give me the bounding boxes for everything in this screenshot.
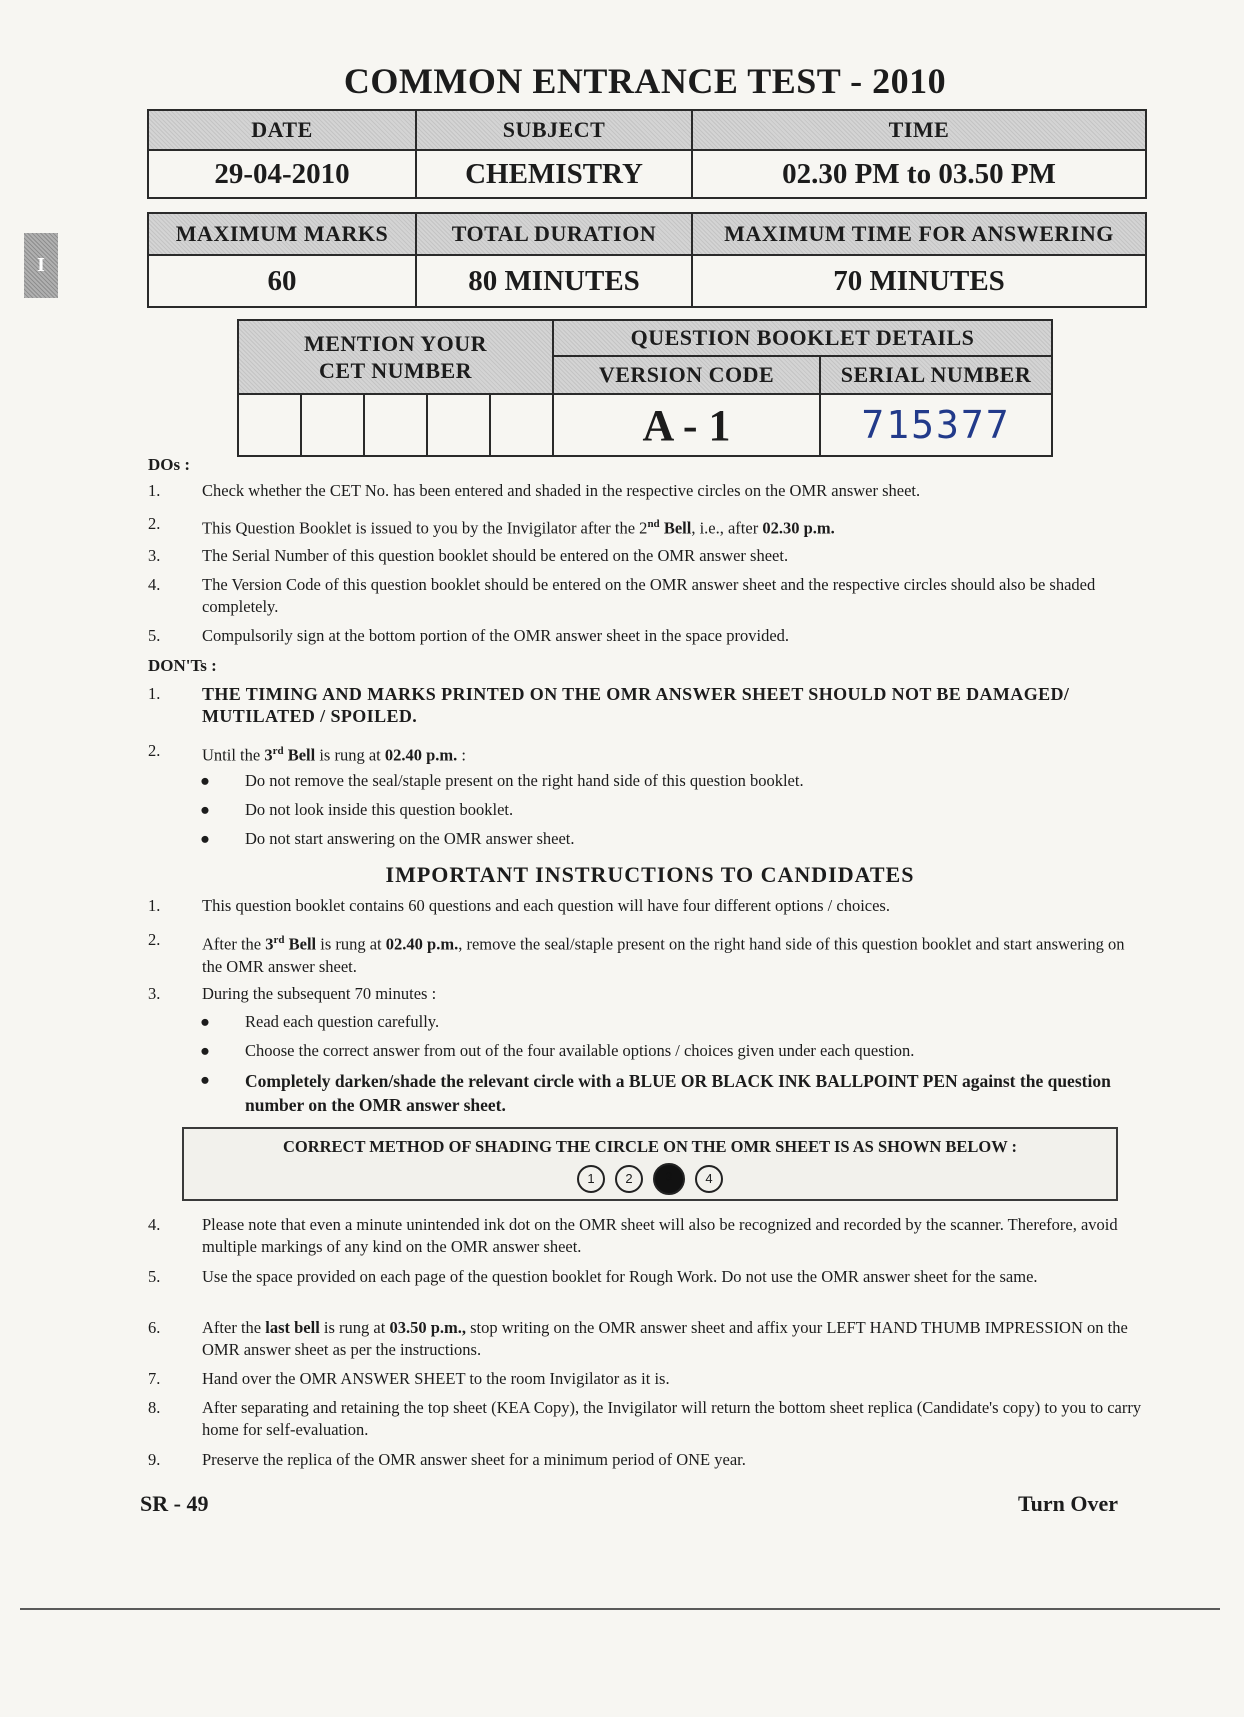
item-text: Compulsorily sign at the bottom portion of the OMR answer sheet in the space provided. (202, 626, 790, 645)
item-number: 4. (148, 575, 161, 594)
bullet-icon: ● (200, 829, 210, 848)
item-number: 3. (148, 546, 161, 565)
item-text: During the subsequent 70 minutes : (202, 984, 437, 1003)
item-number: 9. (148, 1450, 161, 1469)
text-part: After the (202, 934, 266, 954)
item-text (202, 1317, 1148, 1361)
shading-method-title: CORRECT METHOD OF SHADING THE CIRCLE ON THE OMR SHEET IS AS SHOWN BELOW : (282, 1137, 1018, 1156)
text-part: , remove the seal/staple present on the right hand side of this question booklet and start answering on the OMR answer sheet. (202, 934, 1125, 976)
item-text: Hand over the OMR ANSWER SHEET to the room Invigilator as it is. (202, 1369, 670, 1388)
cet-digit-box[interactable] (301, 394, 364, 456)
bell-number: 3 (264, 745, 273, 765)
bell-word: Bell (283, 745, 316, 765)
booklet-details-header: QUESTION BOOKLET DETAILS (553, 320, 1052, 356)
bullet-text: Do not remove the seal/staple present on the right hand side of this question booklet. (245, 771, 804, 790)
serial-number-header: SERIAL NUMBER (820, 356, 1052, 394)
ordinal-suffix: rd (272, 745, 284, 757)
option-circle-empty: 2 (615, 1165, 643, 1193)
max-time-value: 70 MINUTES (692, 255, 1146, 307)
item-text: The Version Code of this question booklet should be entered on the OMR answer sheet and the respective circles should also be shaded completely. (202, 575, 1096, 616)
item-number: 2. (148, 514, 161, 533)
cet-digit-box[interactable] (490, 394, 553, 456)
bullet-icon: ● (200, 771, 210, 790)
dos-label: DOs : (148, 455, 191, 474)
cet-digit-box[interactable] (238, 394, 301, 456)
item-text (202, 740, 1148, 767)
ordinal-suffix: rd (273, 934, 285, 946)
time-emphasis: 02.30 p.m. (762, 518, 835, 538)
item-text: Use the space provided on each page of the question booklet for Rough Work. Do not use the OMR answer sheet for the same. (202, 1267, 1038, 1286)
bullet-text: Completely darken/shade the relevant circle with a BLUE OR BLACK INK BALLPOINT PEN against the question number on the OMR answer sheet. (245, 1071, 1111, 1115)
max-time-header: MAXIMUM TIME FOR ANSWERING (692, 213, 1146, 255)
bullet-icon: ● (200, 1070, 210, 1089)
bullet-text: Choose the correct answer from out of the four available options / choices given under each question. (245, 1041, 915, 1060)
cet-label-line1: MENTION YOUR (303, 331, 488, 356)
date-header: DATE (148, 110, 416, 150)
item-text: After separating and retaining the top sheet (KEA Copy), the Invigilator will return the bottom sheet replica (Candidate's copy) to you to carry home for self-evaluation. (202, 1398, 1142, 1439)
item-number: 7. (148, 1369, 161, 1388)
turn-over-label: Turn Over (1018, 1491, 1119, 1516)
cet-number-label (238, 320, 553, 394)
item-text: Check whether the CET No. has been entered and shaded in the respective circles on the OMR answer sheet. (202, 481, 921, 500)
marks-duration-table (147, 212, 1147, 308)
bullet-text: Read each question carefully. (245, 1012, 440, 1031)
max-marks-value: 60 (148, 255, 416, 307)
time-emphasis: 03.50 p.m., (389, 1318, 466, 1337)
time-emphasis: 02.40 p.m. (385, 934, 459, 954)
item-number: 8. (148, 1398, 161, 1417)
item-text: This question booklet contains 60 questions and each question will have four different options / choices. (202, 896, 890, 915)
item-text (202, 513, 1148, 540)
item-number: 3. (148, 984, 161, 1003)
donts-label: DON'Ts : (148, 656, 217, 675)
text-part: is rung at (316, 934, 386, 954)
cet-digit-box[interactable] (364, 394, 427, 456)
item-number: 2. (148, 930, 161, 949)
text-part: Until the (202, 745, 265, 765)
booklet-code: SR - 49 (140, 1491, 209, 1516)
page-title: COMMON ENTRANCE TEST - 2010 (343, 61, 947, 101)
bell-word: Bell (659, 518, 692, 538)
date-value: 29-04-2010 (148, 150, 416, 198)
exam-details-table (147, 109, 1147, 199)
bullet-text: Do not start answering on the OMR answer sheet. (245, 829, 575, 848)
version-code-header: VERSION CODE (553, 356, 820, 394)
item-number: 6. (148, 1318, 161, 1337)
option-circle-shaded: 3 (653, 1163, 685, 1195)
text-part: is rung at (315, 745, 385, 765)
item-number: 2. (148, 741, 161, 760)
shading-method-box (182, 1127, 1118, 1201)
booklet-details-table (237, 319, 1053, 457)
total-duration-value: 80 MINUTES (416, 255, 692, 307)
cet-digit-box[interactable] (427, 394, 490, 456)
bullet-icon: ● (200, 1012, 210, 1031)
last-bell-emphasis: last bell (265, 1318, 320, 1337)
item-number: 5. (148, 1267, 161, 1286)
text-part: is rung at (319, 1318, 390, 1337)
shading-circles (184, 1163, 1116, 1195)
max-marks-header: MAXIMUM MARKS (148, 213, 416, 255)
bell-number: 3 (265, 934, 274, 954)
subject-header: SUBJECT (416, 110, 692, 150)
bullet-text: Do not look inside this question booklet. (245, 800, 514, 819)
option-circle-empty: 1 (577, 1165, 605, 1193)
item-text: The Serial Number of this question booklet should be entered on the OMR answer sheet. (202, 546, 789, 565)
item-text (202, 929, 1148, 978)
text-part: stop writing on the OMR answer sheet and affix your LEFT HAND THUMB IMPRESSION on the OMR answer sheet as per the instructions. (202, 1318, 1128, 1359)
item-number: 1. (148, 684, 161, 703)
item-text: Preserve the replica of the OMR answer sheet for a minimum period of ONE year. (202, 1450, 746, 1469)
bullet-icon: ● (200, 800, 210, 819)
text-part: This Question Booklet is issued to you by the Invigilator after the 2 (202, 518, 648, 538)
item-number: 5. (148, 626, 161, 645)
time-header: TIME (692, 110, 1146, 150)
time-value: 02.30 PM to 03.50 PM (692, 150, 1146, 198)
text-part: : (457, 745, 467, 765)
bullet-icon: ● (200, 1041, 210, 1060)
ordinal-suffix: nd (647, 518, 660, 530)
item-number: 4. (148, 1215, 161, 1234)
instructions-heading: IMPORTANT INSTRUCTIONS TO CANDIDATES (385, 862, 915, 887)
text-part: , i.e., after (691, 518, 763, 538)
item-number: 1. (148, 481, 161, 500)
side-tab-marker: I (24, 233, 58, 298)
subject-value: CHEMISTRY (416, 150, 692, 198)
text-part: After the (202, 1318, 266, 1337)
bell-word: Bell (284, 934, 317, 954)
item-number: 1. (148, 896, 161, 915)
serial-number-value: 715377 (820, 394, 1052, 456)
item-text: Please note that even a minute unintended ink dot on the OMR sheet will also be recognized and recorded by the scanner. Therefore, avoid multiple markings of any kind on the OMR answer sheet. (202, 1215, 1118, 1256)
time-emphasis: 02.40 p.m. (384, 745, 458, 765)
option-circle-empty: 4 (695, 1165, 723, 1193)
item-text: THE TIMING AND MARKS PRINTED ON THE OMR ANSWER SHEET SHOULD NOT BE DAMAGED/ MUTILATED / SPOILED. (202, 684, 1070, 726)
total-duration-header: TOTAL DURATION (416, 213, 692, 255)
bottom-rule (20, 1608, 1220, 1610)
cet-label-line2: CET NUMBER (318, 358, 473, 383)
version-code-value: A - 1 (553, 394, 820, 456)
